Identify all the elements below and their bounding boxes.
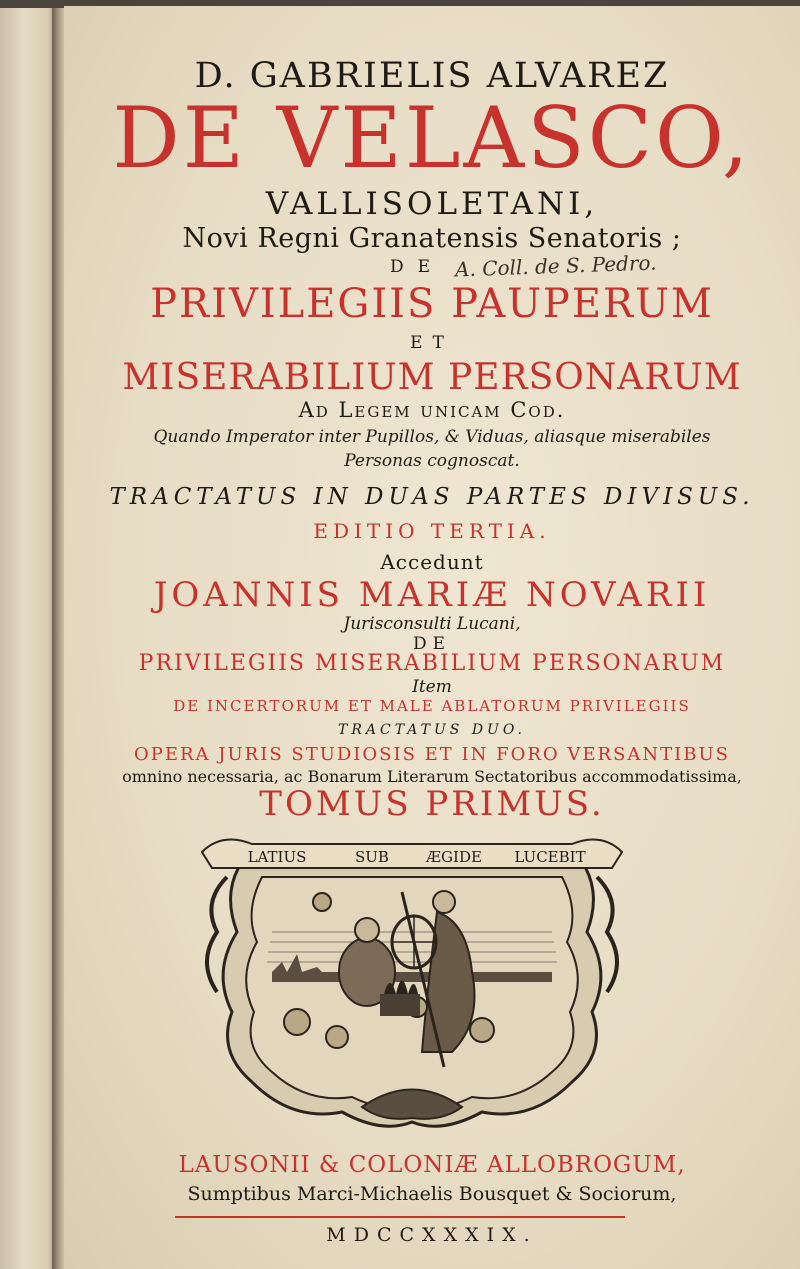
main-title-miserabilium: MISERABILIUM PERSONARUM: [122, 357, 742, 398]
banner-word-3: ÆGIDE: [426, 848, 482, 866]
main-title-privileges: PRIVILEGIIS PAUPERUM: [150, 281, 714, 327]
imprint-place: LAUSONII & COLONIÆ ALLOBROGUM,: [178, 1152, 686, 1178]
handwritten-provenance-note: A. Coll. de S. Pedro.: [454, 250, 657, 282]
author-surname: DE VELASCO,: [112, 89, 752, 187]
printers-device-emblem: [182, 822, 642, 1140]
author-origin: VALLISOLETANI,: [265, 186, 599, 222]
opera-line: OPERA JURIS STUDIOSIS ET IN FORO VERSANTIBUS: [133, 744, 731, 765]
imprint-rule: [175, 1216, 625, 1218]
imprint-publisher: Sumptibus Marci-Michaelis Bousquet & Sociorum,: [187, 1183, 677, 1205]
banner-word-1: LATIUS: [247, 848, 307, 866]
quando-line: Quando Imperator inter Pupillos, & Viduas, aliasque miserabiles: [153, 427, 711, 447]
conjunction-et: ET: [410, 333, 454, 353]
preposition-de-2: DE: [412, 634, 452, 654]
imprint-year: MDCCXXXIX.: [326, 1224, 538, 1246]
accedunt-line: Accedunt: [380, 550, 484, 574]
author-line: D. GABRIELIS ALVAREZ: [194, 56, 670, 96]
second-author-name: JOANNIS MARIÆ NOVARII: [153, 575, 711, 615]
omnino-line: omnino necessaria, ac Bonarum Literarum Sectatoribus accommodatissima,: [122, 767, 742, 786]
preposition-de: DE: [389, 257, 444, 277]
author-office: Novi Regni Granatensis Senatoris ;: [182, 223, 682, 254]
second-title: PRIVILEGIIS MISERABILIUM PERSONARUM: [138, 651, 726, 676]
ad-legem-line: Ad Legem unicam Cod.: [298, 398, 566, 422]
personas-line: Personas cognoscat.: [344, 451, 520, 471]
volume-line: TOMUS PRIMUS.: [259, 784, 605, 824]
edition-line: EDITIO TERTIA.: [313, 519, 551, 543]
jurisconsulti-line: Jurisconsulti Lucani,: [343, 614, 521, 634]
tractatus-line: TRACTATUS IN DUAS PARTES DIVISUS.: [109, 484, 755, 510]
item-line: Item: [412, 677, 452, 697]
tractatus-duo-line: TRACTATUS DUO.: [338, 722, 526, 738]
facing-page-edge: [0, 8, 60, 1269]
banner-word-4: LUCEBIT: [514, 848, 586, 866]
banner-word-2: SUB: [355, 848, 389, 866]
third-title: DE INCERTORUM ET MALE ABLATORUM PRIVILEGIIS: [173, 697, 691, 715]
